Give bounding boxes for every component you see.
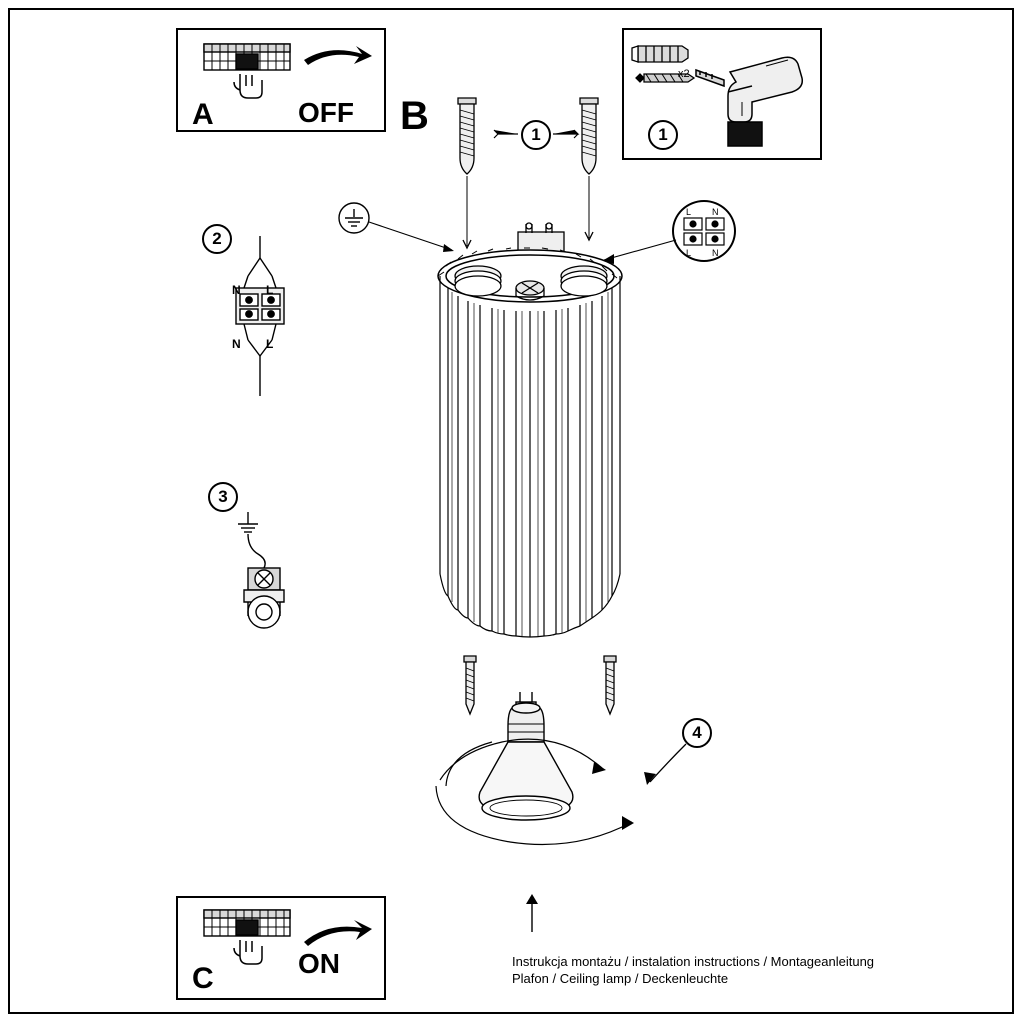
- step-c-label: C: [192, 962, 214, 995]
- svg-text:L: L: [686, 207, 692, 217]
- step-3-earth-illustration: [222, 504, 318, 644]
- terminal-n-bottom: N: [232, 337, 241, 351]
- terminal-n-top: N: [232, 283, 241, 297]
- quantity-label: x2: [678, 68, 690, 80]
- lamp-body-illustration: [418, 222, 664, 652]
- terminal-l-top: L: [266, 283, 274, 297]
- terminal-l-bottom: L: [266, 337, 274, 351]
- step-2-badge: 2: [202, 224, 232, 254]
- step-a-label: A: [192, 98, 214, 131]
- footer-line-2: Plafon / Ceiling lamp / Deckenleuchte: [512, 971, 729, 986]
- step-c-word: ON: [298, 948, 340, 979]
- step-a-word: OFF: [298, 97, 354, 128]
- step-4-badge: 4: [682, 718, 712, 748]
- insert-direction-arrow: [516, 890, 548, 934]
- step-1-right-badge: 1: [648, 120, 678, 150]
- svg-text:N: N: [712, 207, 719, 217]
- footer-line-1: Instrukcja montażu / instalation instructions / Montageanleitung: [512, 954, 875, 969]
- step-1-badge: 1: [521, 120, 551, 150]
- step-b-label: B: [400, 94, 429, 138]
- step-3-badge: 3: [208, 482, 238, 512]
- svg-text:N: N: [712, 248, 719, 258]
- svg-text:L: L: [686, 248, 692, 258]
- step-4-leader: [620, 738, 700, 792]
- step-2-wiring-illustration: [214, 236, 324, 406]
